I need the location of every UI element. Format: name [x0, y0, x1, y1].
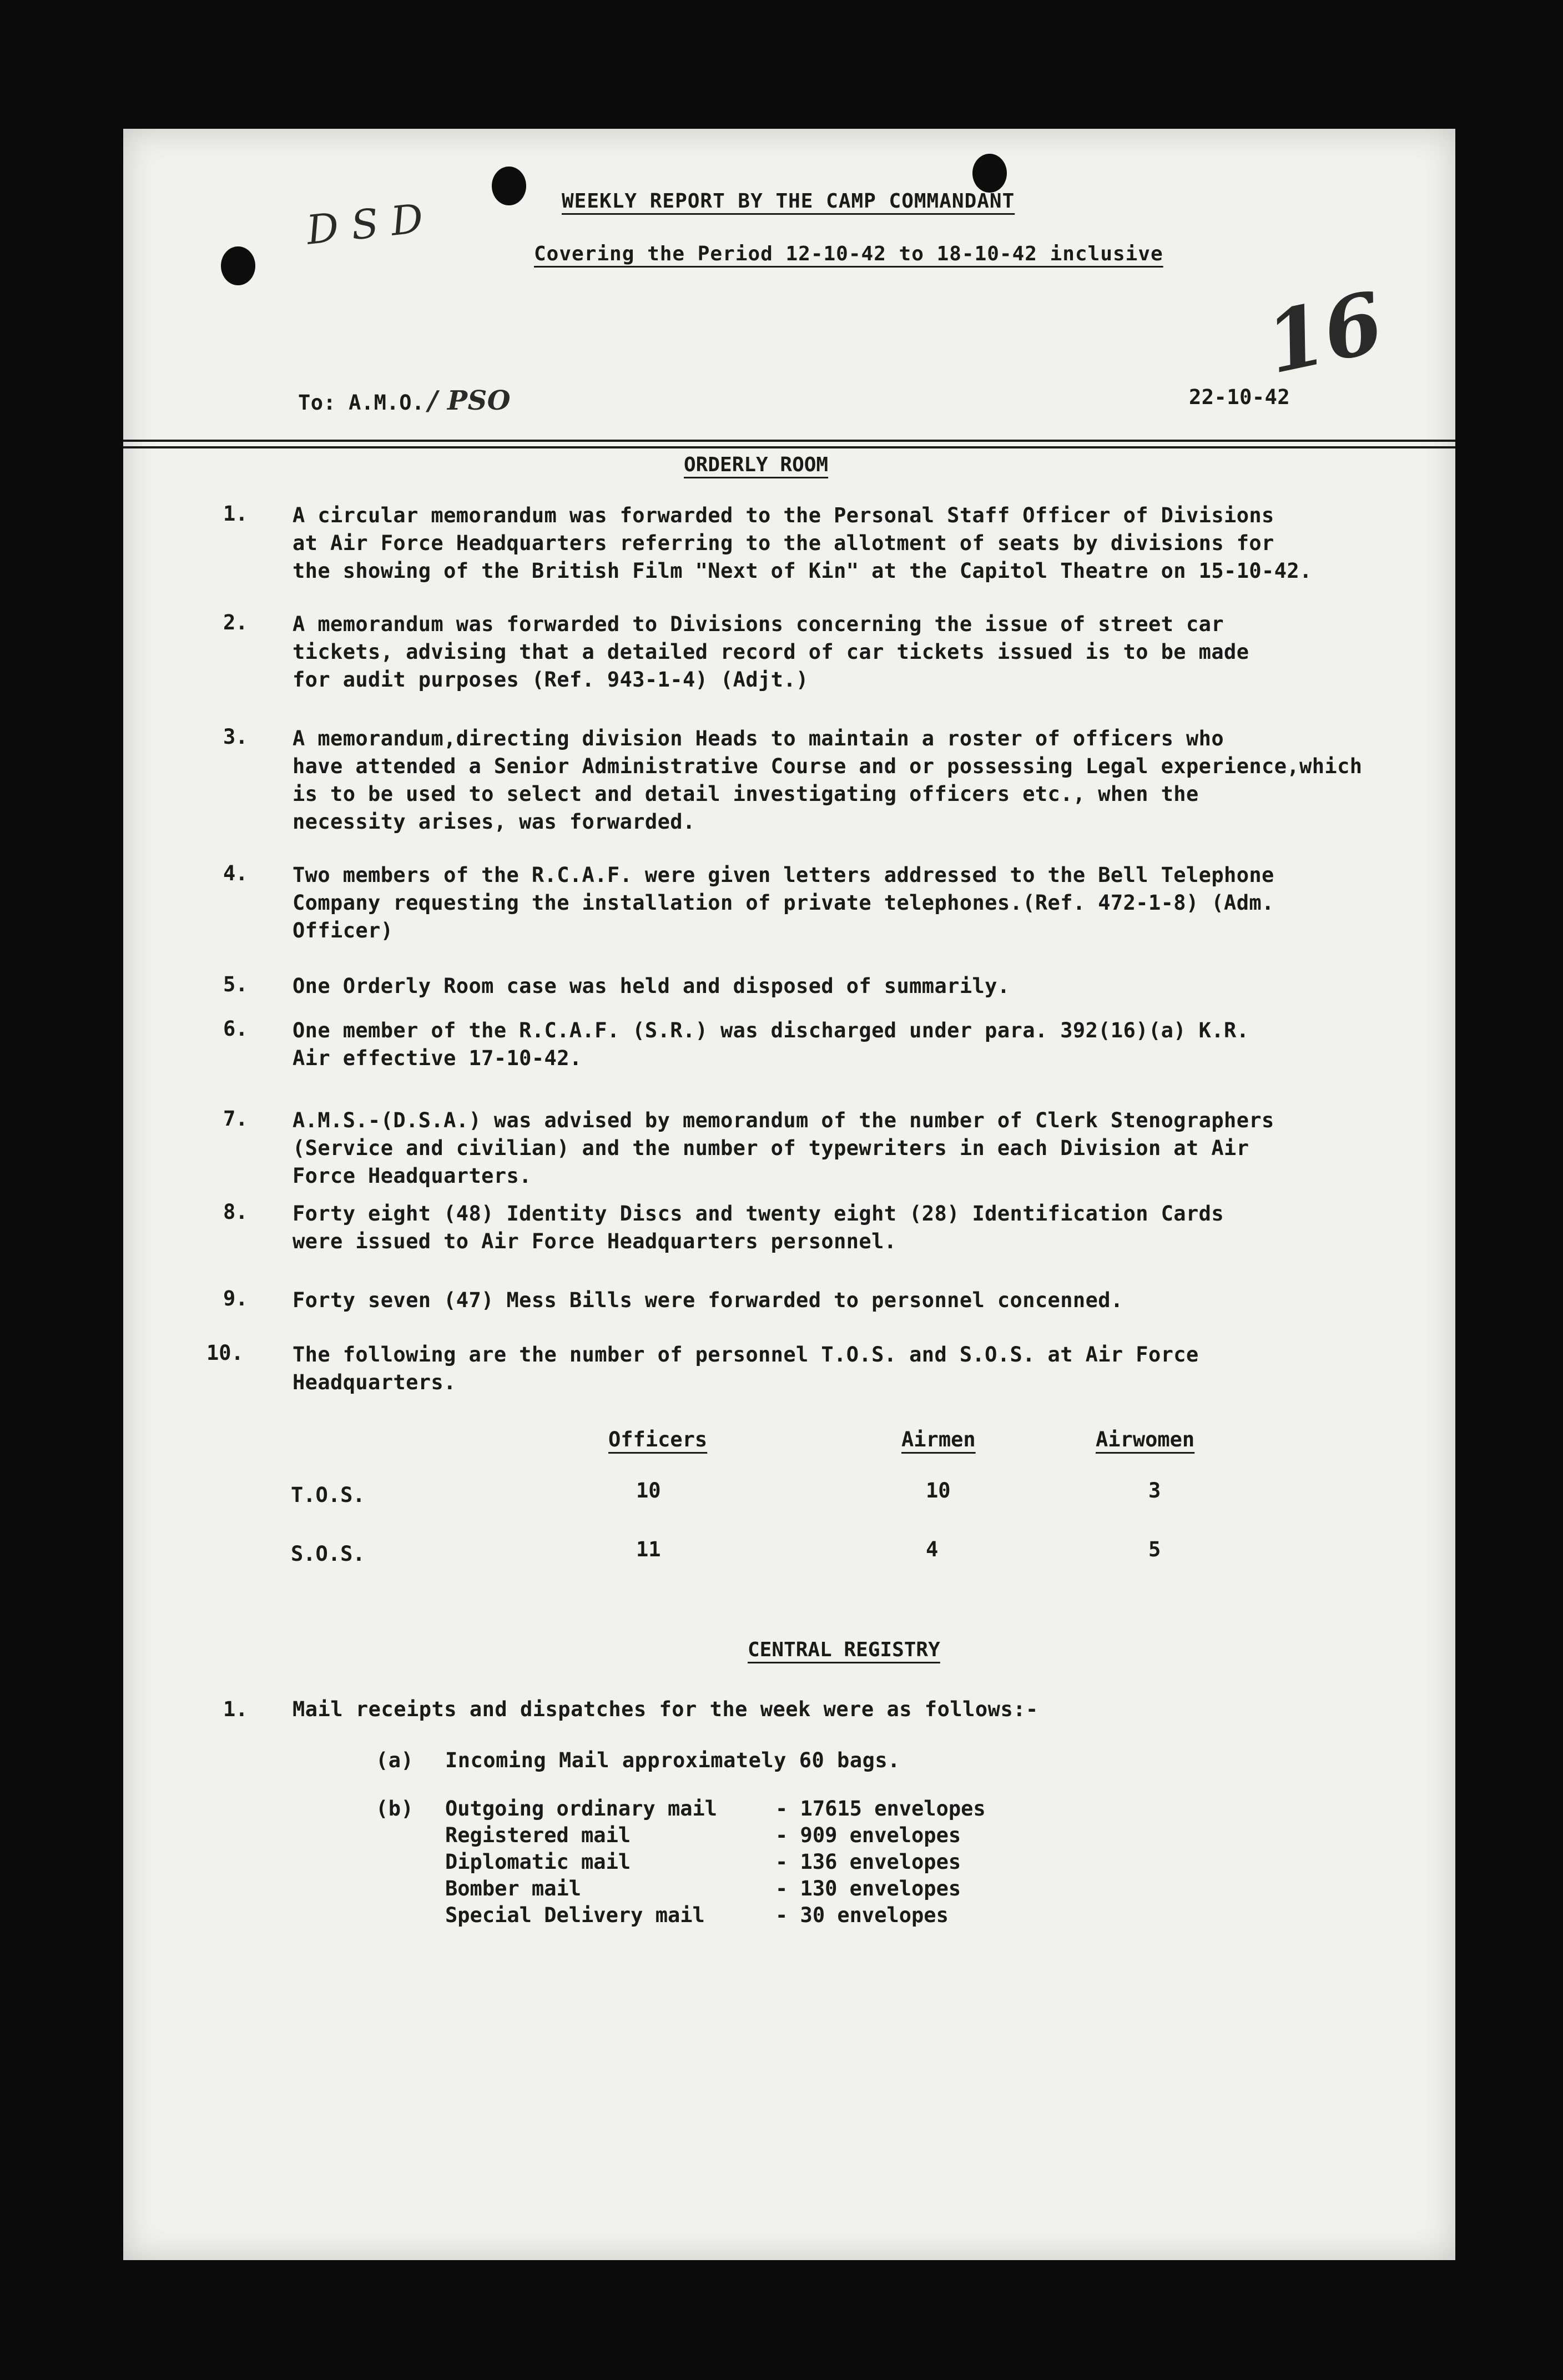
mail-count: - 17615 envelopes	[775, 1797, 986, 1821]
item-number: 2.	[223, 611, 248, 634]
table-cell: 5	[1148, 1537, 1161, 1561]
mail-intro: Mail receipts and dispatches for the week were as follows:-	[293, 1697, 1038, 1721]
item-text-line: tickets, advising that a detailed record of car tickets issued is to be made	[293, 640, 1249, 664]
item-number: 10.	[206, 1341, 244, 1365]
item-text-line: A.M.S.-(D.S.A.) was advised by memorandum of the number of Clerk Stenographers	[293, 1108, 1274, 1132]
item-text-line: necessity arises, was forwarded.	[293, 810, 695, 834]
item-number: 4.	[223, 861, 248, 885]
table-header: Airmen	[901, 1428, 976, 1451]
mail-a-label: (a)	[376, 1748, 414, 1772]
item-number: 1.	[223, 502, 248, 526]
item-text-line: at Air Force Headquarters referring to the allotment of seats by divisions for	[293, 531, 1274, 555]
document-page	[123, 129, 1455, 2260]
item-text-line: were issued to Air Force Headquarters personnel.	[293, 1229, 897, 1253]
orderly-room-item	[293, 502, 1458, 585]
item-text-line: Force Headquarters.	[293, 1164, 532, 1188]
mail-count: - 130 envelopes	[775, 1877, 961, 1900]
item-number: 5.	[223, 972, 248, 996]
table-header: Officers	[608, 1428, 708, 1451]
item-text-line: for audit purposes (Ref. 943-1-4) (Adjt.)	[293, 668, 809, 692]
mail-count: - 136 envelopes	[775, 1850, 961, 1874]
orderly-room-item	[293, 611, 1458, 694]
item-number: 8.	[223, 1200, 248, 1224]
item-text-line: Two members of the R.C.A.F. were given letters addressed to the Bell Telephone	[293, 863, 1274, 887]
header-rule	[123, 440, 1455, 442]
item-number: 9.	[223, 1287, 248, 1310]
table-cell: 11	[636, 1537, 661, 1561]
orderly-room-item	[293, 1017, 1458, 1072]
item-text-line: Forty seven (47) Mess Bills were forwarded to personnel concenned.	[293, 1288, 1123, 1312]
addressee	[298, 385, 511, 416]
item-text-line: Headquarters.	[293, 1370, 456, 1394]
punch-hole	[221, 246, 255, 285]
item-number: 7.	[223, 1107, 248, 1131]
orderly-room-item	[293, 1200, 1458, 1255]
table-cell: 10	[636, 1479, 661, 1502]
orderly-room-item	[293, 861, 1458, 945]
orderly-room-item	[293, 972, 1458, 1000]
table-cell: 3	[1148, 1479, 1161, 1502]
item-text-line: A memorandum was forwarded to Divisions concerning the issue of street car	[293, 612, 1224, 636]
orderly-room-item	[293, 1287, 1458, 1314]
report-date: 22-10-42	[1189, 385, 1290, 409]
punch-hole	[492, 167, 526, 205]
mail-b-label: (b)	[376, 1797, 414, 1821]
table-row-label: S.O.S.	[291, 1542, 365, 1566]
header-rule	[123, 446, 1455, 448]
item-text-line: One Orderly Room case was held and disposed of summarily.	[293, 974, 1010, 998]
item-text-line: Company requesting the installation of private telephones.(Ref. 472-1-8) (Adm.	[293, 891, 1274, 915]
mail-type: Diplomatic mail	[445, 1850, 631, 1874]
mail-count: - 30 envelopes	[775, 1903, 949, 1927]
table-cell: 4	[926, 1537, 939, 1561]
orderly-room-item	[293, 1341, 1458, 1396]
report-period: Covering the Period 12-10-42 to 18-10-42 inclusive	[534, 243, 1163, 265]
mail-count: - 909 envelopes	[775, 1823, 961, 1847]
item-text-line: Officer)	[293, 919, 394, 942]
item-text-line: is to be used to select and detail investigating officers etc., when the	[293, 782, 1199, 806]
section-title-central-registry: CENTRAL REGISTRY	[748, 1638, 940, 1661]
section-title-orderly-room: ORDERLY ROOM	[684, 453, 829, 476]
orderly-room-item	[293, 1107, 1458, 1190]
item-text-line: One member of the R.C.A.F. (S.R.) was discharged under para. 392(16)(a) K.R.	[293, 1018, 1249, 1042]
item-text-line: A circular memorandum was forwarded to the Personal Staff Officer of Divisions	[293, 503, 1274, 527]
mail-type: Special Delivery mail	[445, 1903, 705, 1927]
item-number: 1.	[223, 1697, 248, 1721]
item-text-line: (Service and civilian) and the number of typewriters in each Division at Air	[293, 1136, 1249, 1160]
mail-type: Registered mail	[445, 1823, 631, 1847]
punch-hole	[972, 154, 1007, 193]
table-header: Airwomen	[1096, 1428, 1195, 1451]
orderly-room-item	[293, 725, 1458, 836]
addressee-label: To: A.M.O.	[298, 391, 425, 415]
table-row-label: T.O.S.	[291, 1483, 365, 1507]
report-title: WEEKLY REPORT BY THE CAMP COMMANDANT	[562, 190, 1015, 213]
item-text-line: A memorandum,directing division Heads to maintain a roster of officers who	[293, 727, 1224, 750]
mail-type: Outgoing ordinary mail	[445, 1797, 718, 1821]
item-text-line: have attended a Senior Administrative Course and or possessing Legal experience,which	[293, 754, 1363, 778]
item-text-line: Forty eight (48) Identity Discs and twenty eight (28) Identification Cards	[293, 1202, 1224, 1226]
mail-type: Bomber mail	[445, 1877, 582, 1900]
item-text-line: The following are the number of personnel T.O.S. and S.O.S. at Air Force	[293, 1343, 1199, 1367]
incoming-mail: Incoming Mail approximately 60 bags.	[445, 1748, 900, 1772]
addressee-handwriting: / PSO	[427, 385, 511, 416]
table-cell: 10	[926, 1479, 951, 1502]
margin-note: D S D	[304, 195, 426, 254]
item-number: 3.	[223, 725, 248, 749]
page-number-stamp: 16	[1257, 273, 1391, 393]
item-number: 6.	[223, 1017, 248, 1041]
item-text-line: the showing of the British Film "Next of Kin" at the Capitol Theatre on 15-10-42.	[293, 559, 1312, 583]
item-text-line: Air effective 17-10-42.	[293, 1046, 582, 1070]
